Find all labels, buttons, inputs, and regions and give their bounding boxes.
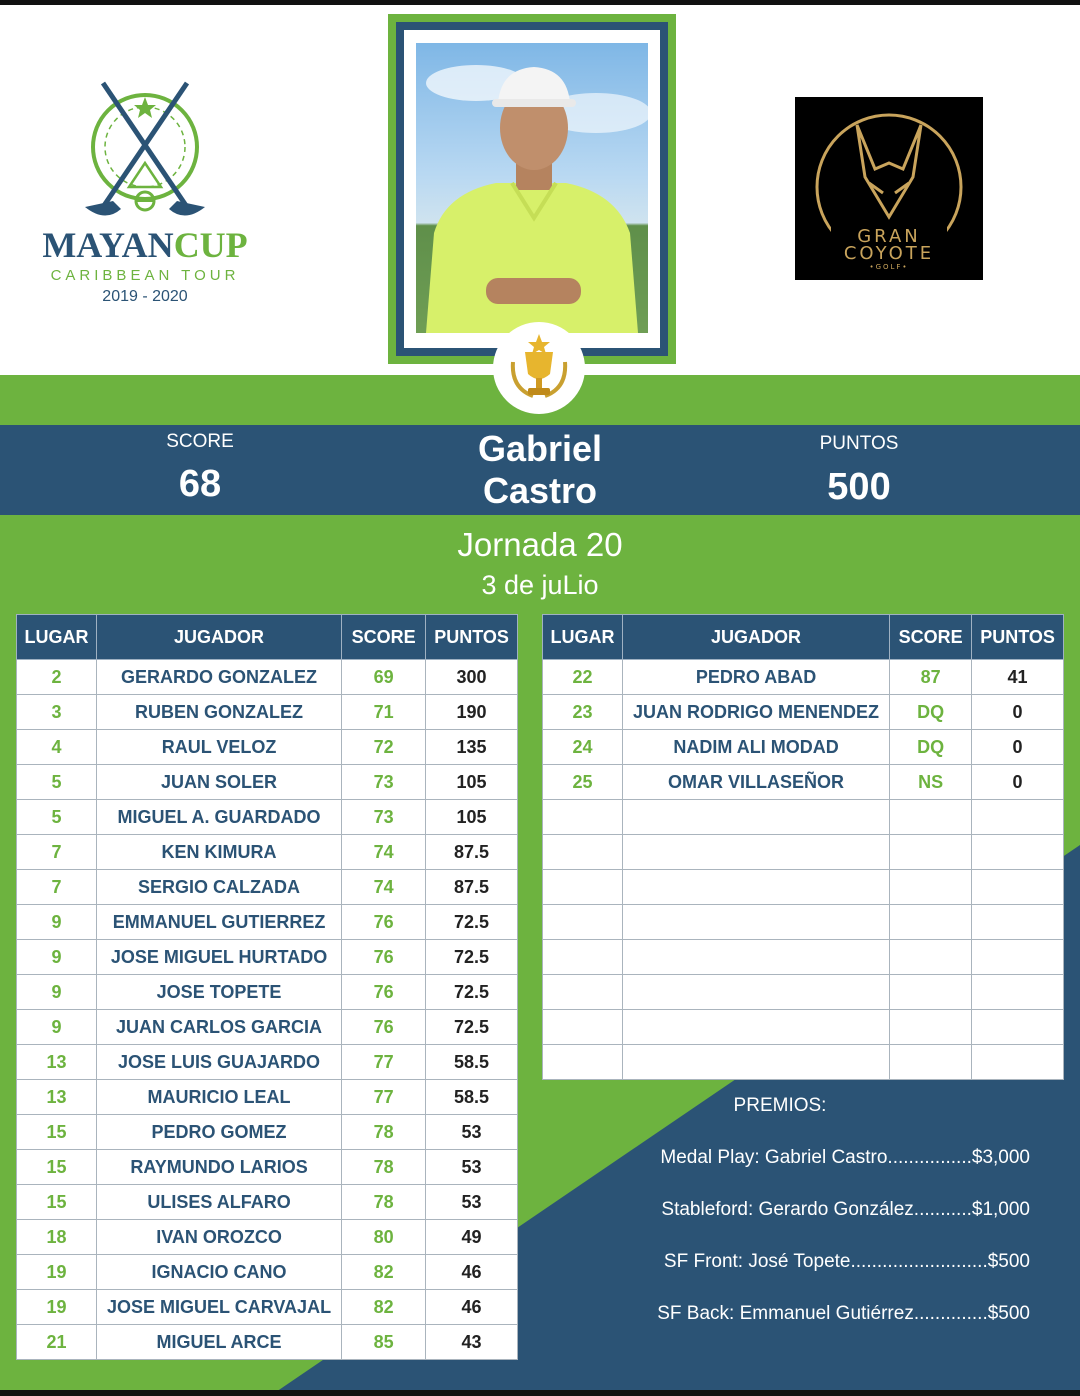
player-cell [622,835,889,870]
score-cell: 76 [342,975,426,1010]
table-row [17,870,518,905]
points-cell: 41 [972,660,1064,695]
table-row [17,695,518,730]
gran-coyote-logo [795,97,983,280]
winner-points: 500 [827,466,891,508]
score-cell: NS [890,765,972,800]
table-row [17,1045,518,1080]
table-row [17,765,518,800]
col-header-points: PUNTOS [426,615,518,660]
col-header-player: JUGADOR [96,615,341,660]
player-cell: JUAN CARLOS GARCIA [96,1010,341,1045]
player-cell: JOSE LUIS GUAJARDO [96,1045,341,1080]
player-cell: NADIM ALI MODAD [622,730,889,765]
points-cell: 87.5 [426,870,518,905]
place-cell: 7 [17,835,97,870]
table-row [17,660,518,695]
player-cell: RAYMUNDO LARIOS [96,1150,341,1185]
coyote-icon [795,97,983,280]
table-header-row [17,615,518,660]
score-cell: 77 [342,1045,426,1080]
prize-medal-play: Medal Play: Gabriel Castro................$3,000 [660,1147,1030,1168]
points-cell: 58.5 [426,1080,518,1115]
coyote-line2: COYOTE [843,243,935,264]
table-row [543,660,1064,695]
score-cell: 78 [342,1185,426,1220]
score-cell: 76 [342,1010,426,1045]
table-row [17,975,518,1010]
player-cell: JUAN RODRIGO MENENDEZ [622,695,889,730]
player-cell: SERGIO CALZADA [96,870,341,905]
place-cell: 19 [17,1290,97,1325]
table-row [543,765,1064,800]
place-cell: 2 [17,660,97,695]
place-cell: 15 [17,1115,97,1150]
points-cell [972,870,1064,905]
table-row [543,905,1064,940]
points-cell: 0 [972,765,1064,800]
place-cell [543,975,623,1010]
score-cell: 78 [342,1115,426,1150]
player-cell: RAUL VELOZ [96,730,341,765]
player-cell [622,800,889,835]
golfer-silhouette [416,43,648,333]
table-row [543,695,1064,730]
points-cell: 72.5 [426,1010,518,1045]
coyote-line3: •GOLF• [869,263,909,271]
score-cell: 87 [890,660,972,695]
col-header-points: PUNTOS [972,615,1064,660]
score-cell [890,975,972,1010]
player-photo [416,43,648,333]
player-cell: MAURICIO LEAL [96,1080,341,1115]
player-cell: EMMANUEL GUTIERREZ [96,905,341,940]
score-cell: 76 [342,940,426,975]
points-cell: 105 [426,765,518,800]
top-border [0,0,1080,5]
points-cell: 72.5 [426,975,518,1010]
score-cell: 72 [342,730,426,765]
place-cell: 13 [17,1045,97,1080]
score-cell [890,1045,972,1080]
player-cell: MIGUEL ARCE [96,1325,341,1360]
score-cell: 69 [342,660,426,695]
table-row [17,1220,518,1255]
prizes-title: PREMIOS: [733,1095,827,1116]
place-cell [543,1010,623,1045]
place-cell: 9 [17,975,97,1010]
place-cell: 9 [17,940,97,975]
points-cell [972,1045,1064,1080]
points-cell: 53 [426,1150,518,1185]
score-cell: DQ [890,695,972,730]
score-cell [890,940,972,975]
player-cell: PEDRO ABAD [622,660,889,695]
table-row [17,1325,518,1360]
standings-table-right [542,614,1064,1080]
score-cell: 73 [342,765,426,800]
table-row [543,835,1064,870]
winner-first-name: Gabriel [477,428,603,469]
place-cell [543,870,623,905]
winner-score: 68 [178,463,222,505]
table-header-row [543,615,1064,660]
prizes-panel [560,1095,1030,1325]
points-cell [972,940,1064,975]
points-cell [972,800,1064,835]
place-cell: 15 [17,1185,97,1220]
place-cell: 18 [17,1220,97,1255]
score-cell: 85 [342,1325,426,1360]
points-cell: 0 [972,730,1064,765]
player-cell: MIGUEL A. GUARDADO [96,800,341,835]
player-cell [622,940,889,975]
points-cell: 72.5 [426,940,518,975]
score-cell [890,835,972,870]
points-cell [972,835,1064,870]
points-cell: 72.5 [426,905,518,940]
mayan-cup-logo [30,75,260,315]
points-cell: 135 [426,730,518,765]
score-label: SCORE [166,431,234,452]
place-cell [543,905,623,940]
player-cell [622,975,889,1010]
place-cell [543,800,623,835]
season-label: 2019 - 2020 [102,288,188,305]
player-cell [622,905,889,940]
score-cell: 80 [342,1220,426,1255]
col-header-place: LUGAR [17,615,97,660]
mayan-word: MAYAN [42,225,174,265]
event-date: 3 de juLio [481,570,599,600]
place-cell: 21 [17,1325,97,1360]
score-cell [890,800,972,835]
table-row [543,870,1064,905]
place-cell: 22 [543,660,623,695]
points-cell: 53 [426,1185,518,1220]
coyote-line1: GRAN [857,226,921,247]
col-header-score: SCORE [342,615,426,660]
player-cell: JOSE MIGUEL CARVAJAL [96,1290,341,1325]
player-cell [622,870,889,905]
place-cell: 13 [17,1080,97,1115]
bottom-border [0,1390,1080,1396]
player-cell: JOSE MIGUEL HURTADO [96,940,341,975]
player-cell: GERARDO GONZALEZ [96,660,341,695]
score-cell: 76 [342,905,426,940]
score-cell: 78 [342,1150,426,1185]
points-cell: 87.5 [426,835,518,870]
place-cell: 9 [17,905,97,940]
tour-tagline: CARIBBEAN TOUR [50,267,240,284]
table-row [543,1010,1064,1045]
place-cell: 5 [17,800,97,835]
points-cell: 190 [426,695,518,730]
player-cell: IGNACIO CANO [96,1255,341,1290]
table-row [17,1290,518,1325]
table-row [17,905,518,940]
points-cell: 58.5 [426,1045,518,1080]
standings-table-left [16,614,518,1360]
points-cell: 49 [426,1220,518,1255]
player-cell: IVAN OROZCO [96,1220,341,1255]
place-cell [543,940,623,975]
trophy-icon [493,322,585,414]
points-label: PUNTOS [819,433,899,454]
standings-body-left [17,660,518,1360]
points-cell [972,1010,1064,1045]
col-header-place: LUGAR [543,615,623,660]
prize-sf-back: SF Back: Emmanuel Gutiérrez..............$500 [657,1303,1030,1324]
player-cell: JUAN SOLER [96,765,341,800]
points-cell: 46 [426,1255,518,1290]
place-cell: 3 [17,695,97,730]
score-cell: 74 [342,870,426,905]
prize-sf-front: SF Front: José Topete..........................$500 [663,1251,1030,1272]
table-row [17,730,518,765]
place-cell: 23 [543,695,623,730]
place-cell: 5 [17,765,97,800]
table-row [543,940,1064,975]
player-cell: JOSE TOPETE [96,975,341,1010]
winner-last-name: Castro [482,470,598,511]
player-cell: RUBEN GONZALEZ [96,695,341,730]
cup-word: CUP [173,225,248,265]
score-cell [890,870,972,905]
score-cell: 82 [342,1255,426,1290]
table-row [543,975,1064,1010]
place-cell: 24 [543,730,623,765]
table-row [17,940,518,975]
place-cell: 9 [17,1010,97,1045]
place-cell: 7 [17,870,97,905]
table-row [17,835,518,870]
table-row [17,1115,518,1150]
score-cell: 73 [342,800,426,835]
points-cell: 300 [426,660,518,695]
table-row [17,1080,518,1115]
prize-stableford: Stableford: Gerardo González...........$1,000 [661,1199,1030,1220]
place-cell [543,835,623,870]
col-header-score: SCORE [890,615,972,660]
table-row [17,1185,518,1220]
place-cell: 25 [543,765,623,800]
table-row [543,1045,1064,1080]
score-cell: 74 [342,835,426,870]
table-row [543,730,1064,765]
player-cell [622,1010,889,1045]
table-row [17,1255,518,1290]
winner-name [400,428,680,512]
points-cell: 43 [426,1325,518,1360]
col-header-player: JUGADOR [622,615,889,660]
player-cell: OMAR VILLASEÑOR [622,765,889,800]
score-cell: 82 [342,1290,426,1325]
event-title: Jornada 20 [457,526,623,563]
player-cell: KEN KIMURA [96,835,341,870]
table-row [17,1010,518,1045]
mayan-cup-wordmark [30,227,260,263]
standings-body-right [543,660,1064,1080]
table-row [543,800,1064,835]
trophy-badge [493,322,585,414]
points-cell: 105 [426,800,518,835]
points-cell: 46 [426,1290,518,1325]
score-cell: 71 [342,695,426,730]
points-cell: 0 [972,695,1064,730]
player-cell: ULISES ALFARO [96,1185,341,1220]
crossed-clubs-icon [75,75,215,225]
place-cell: 15 [17,1150,97,1185]
place-cell: 4 [17,730,97,765]
points-cell [972,905,1064,940]
score-cell [890,1010,972,1045]
table-row [17,800,518,835]
score-cell: 77 [342,1080,426,1115]
table-row [17,1150,518,1185]
player-cell [622,1045,889,1080]
points-cell [972,975,1064,1010]
score-cell: DQ [890,730,972,765]
points-cell: 53 [426,1115,518,1150]
place-cell: 19 [17,1255,97,1290]
score-cell [890,905,972,940]
player-cell: PEDRO GOMEZ [96,1115,341,1150]
place-cell [543,1045,623,1080]
